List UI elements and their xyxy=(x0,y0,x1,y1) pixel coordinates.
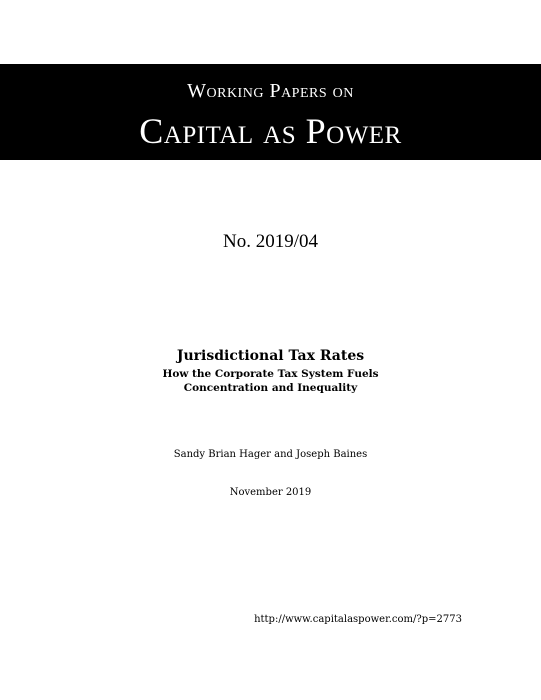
issue-number: No. 2019/04 xyxy=(223,231,318,252)
paper-title: Jurisdictional Tax Rates xyxy=(176,348,365,364)
series-banner xyxy=(0,64,541,160)
paper-date: November 2019 xyxy=(229,487,312,498)
paper-url-link[interactable]: http://www.capitalaspower.com/?p=2773 xyxy=(254,614,462,625)
series-name-line1: Working Papers on xyxy=(187,80,354,102)
paper-authors: Sandy Brian Hager and Joseph Baines xyxy=(173,449,368,460)
paper-subtitle: How the Corporate Tax System Fuels Concentration and Inequality xyxy=(162,368,379,394)
series-name-line2: Capital as Power xyxy=(139,111,402,151)
